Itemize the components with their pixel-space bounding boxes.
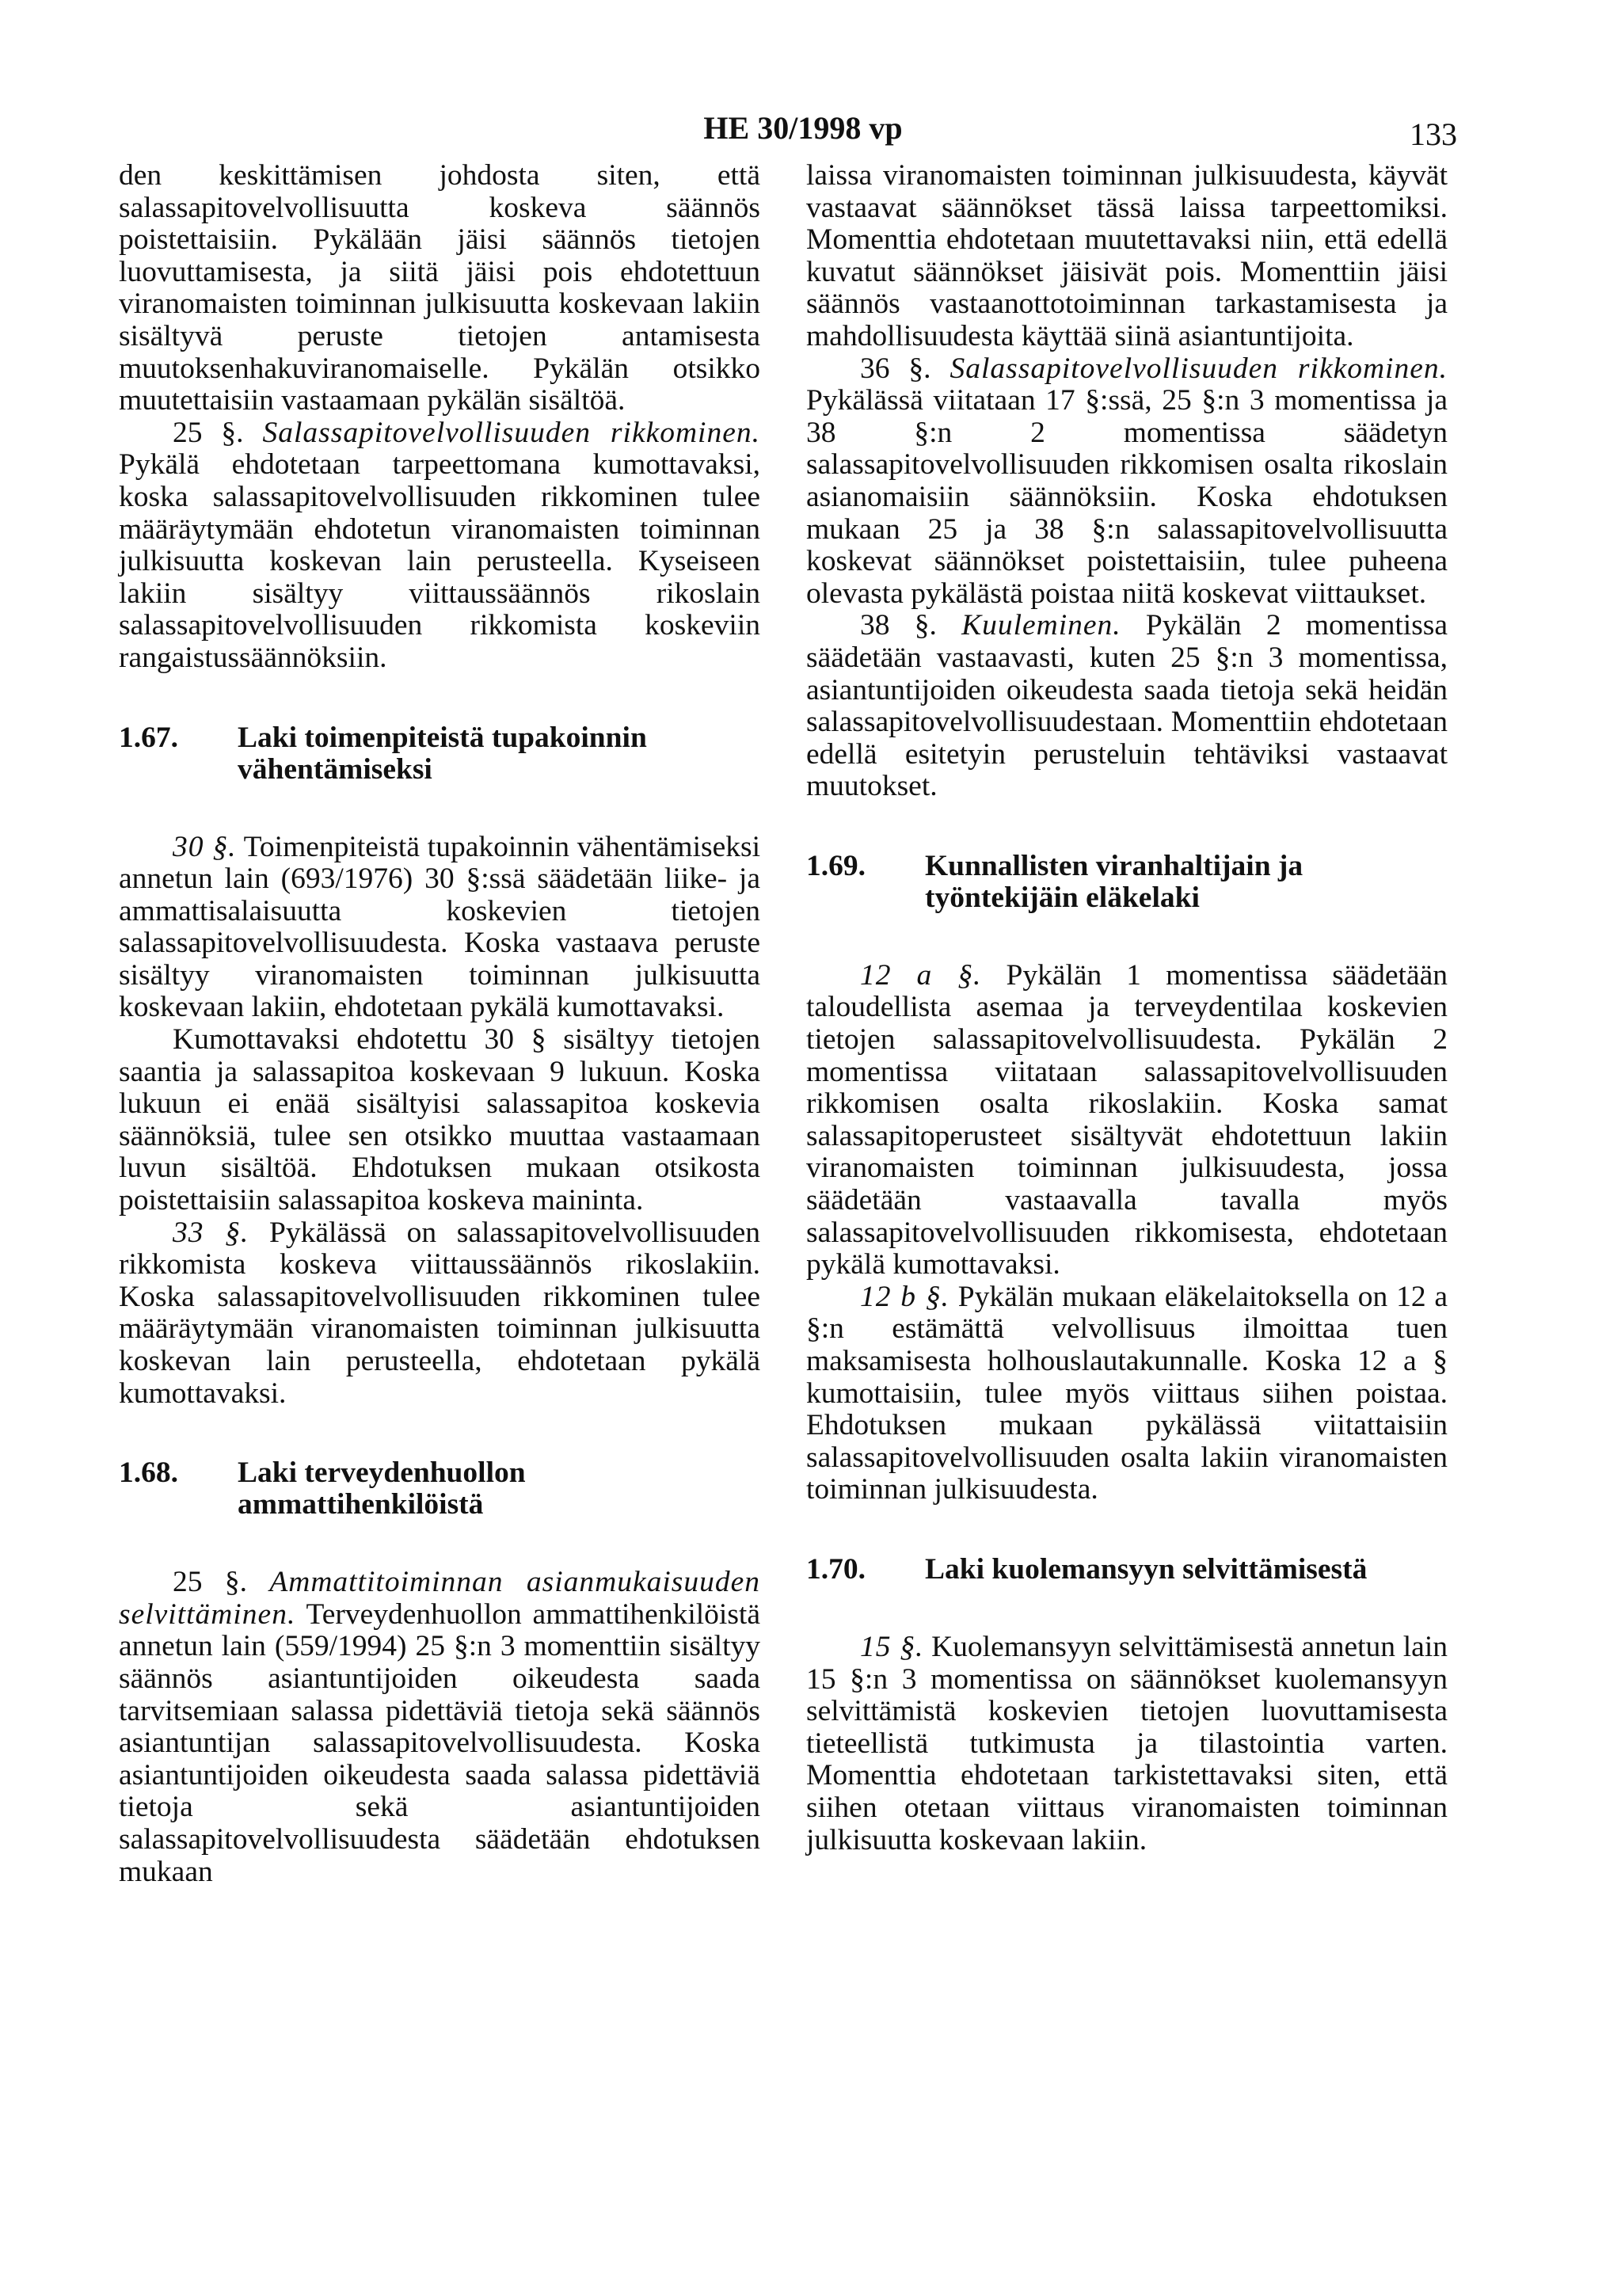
paragraph bbox=[806, 1632, 1448, 1856]
section-heading bbox=[119, 1457, 760, 1521]
paragraph: Kumottavaksi ehdotettu 30 § sisältyy tietojen saantia ja salassapitoa koskevaan 9 lukuun. Koska lukuun ei enää sisältyisi salassapitoa koskevia säännöksiä, tulee sen otsikko muuttaa vastaamaan luvun sisältöä. Ehdotuksen mukaan otsikosta poistettaisiin salassapitoa koskeva maininta. bbox=[119, 1023, 760, 1217]
section-heading bbox=[806, 851, 1448, 914]
section-number: 25 §. bbox=[173, 1566, 247, 1599]
section-number: 25 §. bbox=[173, 416, 244, 449]
heading-number: 1.70. bbox=[806, 1552, 866, 1586]
paragraph: den keskittämisen johdosta siten, että salassapitovelvollisuutta koskeva säännös poistettaisiin. Pykälään jäisi säännös tietojen luovuttamisesta, ja siitä jäisi pois ehdotettuun viranomaisten toiminnan julkisuutta koskevaan lakiin sisältyvä peruste tietojen antamisesta muutoksenhakuviranomaiselle. Pykälän otsikko muutettaisiin vastaamaan pykälän sisältöä. bbox=[119, 159, 760, 417]
paragraph-body: Pykälän 2 momentissa säädetään vastaavasti, kuten 25 §:n 3 momentissa, asiantuntijoiden oikeudesta saada tietoja sekä heidän salassapitovelvollisuudestaan. Momenttiin ehdotetaan edellä esitetyin perusteluin tehtäviksi vastaavat muutokset. bbox=[806, 609, 1448, 803]
paragraph-body: Pykälässä on salassapitovelvollisuuden rikkomista koskeva viittaussäännös rikoslakiin. Koska salassapitovelvollisuuden rikkominen tulee määräytymään viranomaisten toiminnan julkisuutta koskevan lain perusteella, ehdotetaan pykälä kumottavaksi. bbox=[119, 1216, 761, 1410]
section-number: 12 a §. bbox=[860, 958, 982, 992]
section-title: Salassapitovelvollisuuden rikkominen. bbox=[950, 352, 1448, 385]
heading-title: Laki toimenpiteistä tupakoinnin vähentämiseksi bbox=[238, 721, 647, 786]
paragraph bbox=[806, 353, 1448, 611]
section-heading bbox=[119, 722, 760, 786]
page-number: 133 bbox=[1410, 116, 1457, 152]
section-heading bbox=[806, 1554, 1448, 1586]
section-title: Ammattitoiminnan asianmukaisuuden selvittäminen. bbox=[119, 1566, 761, 1631]
paragraph-body: Pykälän 1 momentissa säädetään taloudellista asemaa ja terveydentilaa koskevien tietojen salassapitovelvollisuudesta. Pykälän 2 momentissa viitataan salassapitovelvollisuuden rikkomisen osalta rikoslakiin. Koska samat salassapitoperusteet sisältyvät ehdotettuun lakiin viranomaisten toiminnan julkisuudesta, jossa säädetään vastaavalla tavalla myös salassapitovelvollisuuden rikkomisesta, ehdotetaan pykälä kumottavaksi. bbox=[806, 958, 1448, 1281]
paragraph bbox=[806, 1281, 1448, 1506]
paragraph-body: Pykälässä viitataan 17 §:ssä, 25 §:n 3 momentissa ja 38 §:n 2 momentissa säädetyn salassapitovelvollisuuden rikkomisen osalta rikoslain asianomaisiin säännöksiin. Koska ehdotuksen mukaan 25 ja 38 §:n salassapitovelvollisuutta koskevat säännökset poistettaisiin, tulee puheena olevasta pykälästä poistaa niitä koskevat viittaukset. bbox=[806, 384, 1448, 610]
paragraph-body: Terveydenhuollon ammattihenkilöistä annetun lain (559/1994) 25 §:n 3 momenttiin sisältyy säännös asiantuntijoiden oikeudesta saada tarvitsemiaan salassa pidettäviä tietoja sekä säännös asiantuntijan salassapitovelvollisuudesta. Koska asiantuntijoiden oikeudesta saada salassa pidettäviä tietoja sekä asiantuntijoiden salassapitovelvollisuudesta säädetään ehdotuksen mukaan bbox=[119, 1597, 760, 1888]
running-head: HE 30/1998 vp bbox=[703, 110, 903, 146]
section-number: 12 b §. bbox=[860, 1280, 950, 1313]
paragraph bbox=[119, 832, 760, 1025]
section-title: Salassapitovelvollisuuden rikkominen. bbox=[262, 416, 760, 449]
paragraph bbox=[119, 1217, 760, 1411]
section-number: 38 §. bbox=[860, 609, 937, 642]
paragraph-body: Pykälän mukaan eläkelaitoksella on 12 a §:n estämättä velvollisuus ilmoittaa tuen maksamisesta holhouslautakunnalle. Koska 12 a § kumottaisiin, tulee myös viittaus siihen poistaa. Ehdotuksen mukaan pykälässä viitattaisiin salassapitovelvollisuuden osalta lakiin viranomaisten toiminnan julkisuudesta. bbox=[806, 1280, 1448, 1506]
heading-number: 1.69. bbox=[806, 849, 866, 882]
section-number: 30 §. bbox=[173, 830, 237, 863]
paragraph bbox=[119, 417, 760, 675]
section-number: 15 §. bbox=[860, 1630, 924, 1663]
heading-title: Kunnallisten viranhaltijain ja työntekijäin eläkelaki bbox=[925, 849, 1303, 914]
paragraph bbox=[806, 610, 1448, 803]
paragraph-body: Pykälä ehdotetaan tarpeettomana kumottavaksi, koska salassapitovelvollisuuden rikkominen tulee määräytymään ehdotetun viranomaisten toiminnan julkisuutta koskevan lain perusteella. Kyseiseen lakiin sisältyy viittaussäännös rikoslain salassapitovelvollisuuden rikkomista koskeviin rangaistussäännöksiin. bbox=[119, 448, 760, 674]
section-number: 33 §. bbox=[173, 1216, 249, 1249]
paragraph bbox=[806, 960, 1448, 1281]
heading-title: Laki terveydenhuollon ammattihenkilöistä bbox=[238, 1456, 526, 1521]
paragraph-body: Kuolemansyyn selvittämisestä annetun lain 15 §:n 3 momentissa on säännökset kuolemansyyn selvittämistä koskevien tietojen luovuttamisesta tieteellistä tutkimusta ja tilastointia varten. Momenttia ehdotetaan tarkistettavaksi siten, että siihen otetaan viittaus viranomaisten toiminnan julkisuutta koskevaan lakiin. bbox=[806, 1630, 1448, 1856]
right-column bbox=[806, 160, 1448, 1856]
section-number: 36 §. bbox=[860, 352, 931, 385]
paragraph-body: Toimenpiteistä tupakoinnin vähentämiseksi annetun lain (693/1976) 30 §:ssä säädetään liike- ja ammattisalaisuutta koskevien tietojen salassapitovelvollisuudesta. Koska vastaava peruste sisältyy viranomaisten toiminnan julkisuutta koskevaan lakiin, ehdotetaan pykälä kumottavaksi. bbox=[119, 830, 760, 1024]
paragraph: laissa viranomaisten toiminnan julkisuudesta, käyvät vastaavat säännökset tässä laissa tarpeettomiksi. Momenttia ehdotetaan muutettavaksi niin, että edellä kuvatut säännökset jäisivät pois. Momenttiin jäisi säännös vastaanottotoiminnan tarkastamisesta ja mahdollisuudesta käyttää siinä asiantuntijoita. bbox=[806, 159, 1448, 352]
heading-number: 1.68. bbox=[119, 1456, 178, 1490]
paragraph bbox=[119, 1567, 760, 1888]
left-column bbox=[119, 160, 760, 1888]
section-title: Kuuleminen. bbox=[961, 609, 1121, 642]
heading-title: Laki kuolemansyyn selvittämisestä bbox=[925, 1552, 1368, 1586]
heading-number: 1.67. bbox=[119, 721, 178, 754]
